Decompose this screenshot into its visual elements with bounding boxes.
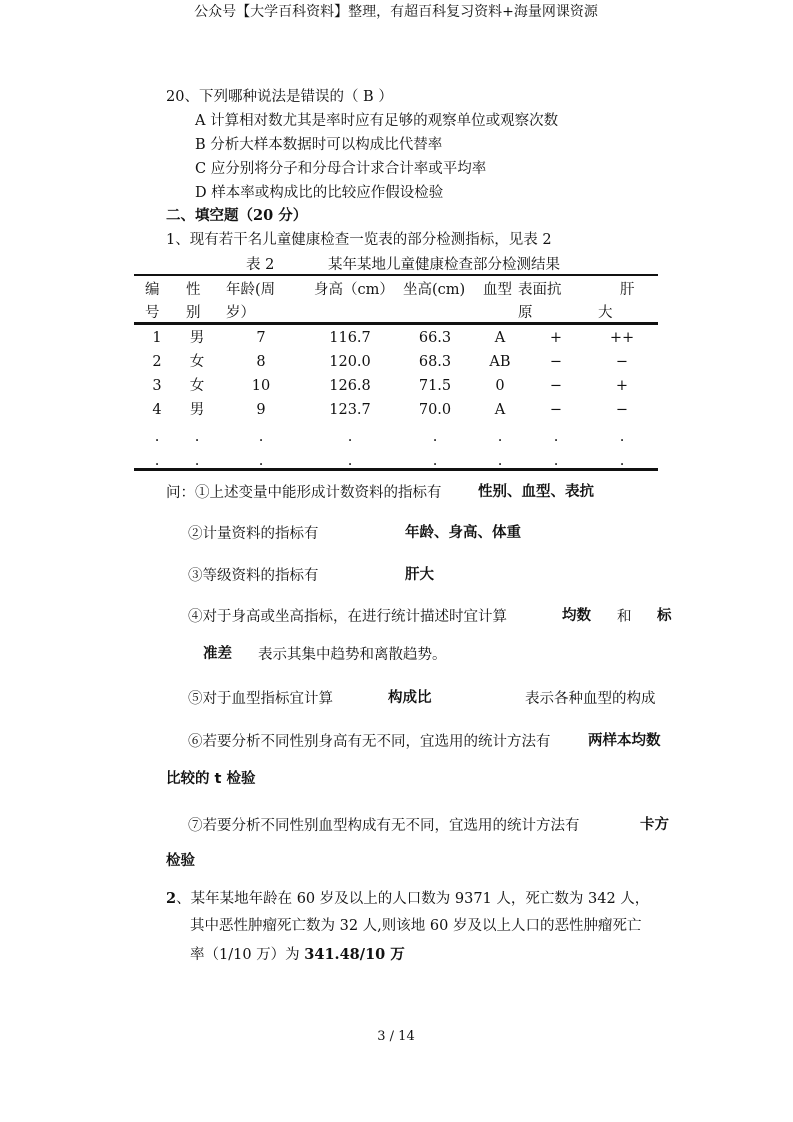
- table-cell: 120.0: [329, 354, 371, 370]
- table-cell: A: [494, 402, 506, 418]
- table-cell: 男: [189, 330, 205, 346]
- answer: 年龄、身高、体重: [405, 525, 521, 541]
- table-cell: .: [347, 453, 353, 469]
- table-cell: ++: [609, 330, 635, 346]
- question-text: ③等级资料的指标有: [188, 568, 319, 584]
- table-cell: 8: [256, 354, 266, 370]
- page-number: 3 / 14: [377, 1029, 415, 1044]
- table-cell: .: [258, 429, 264, 445]
- table-cell: 123.7: [329, 402, 371, 418]
- question-2: [166, 890, 649, 908]
- table-cell: 女: [189, 378, 205, 394]
- table-cell: 10: [251, 378, 271, 394]
- table-header: 大: [598, 305, 613, 321]
- table-caption: 某年某地儿童健康检查部分检测结果: [328, 257, 560, 273]
- table-cell: −: [615, 354, 629, 370]
- question-text: 问：①上述变量中能形成计数资料的指标有: [166, 485, 442, 501]
- table-header: 表面抗: [518, 282, 562, 298]
- question-text: ⑥若要分析不同性别身高有无不同，宜选用的统计方法有: [188, 734, 551, 750]
- table-cell: .: [553, 429, 559, 445]
- table-cell: 0: [495, 378, 505, 394]
- table-cell: .: [258, 453, 264, 469]
- table-cell: 男: [189, 402, 205, 418]
- answer: 性别、血型、表抗: [478, 484, 594, 500]
- table-cell: 9: [256, 402, 266, 418]
- question-text: ②计量资料的指标有: [188, 526, 319, 542]
- table-cell: .: [553, 453, 559, 469]
- table-cell: 116.7: [329, 330, 371, 346]
- table-header: 坐高(cm): [403, 282, 466, 298]
- q2-line-3: [190, 946, 405, 964]
- table-cell: .: [347, 429, 353, 445]
- question-text: ④对于身高或坐高指标，在进行统计描述时宜计算: [188, 609, 507, 625]
- table-number: 表 2: [246, 257, 275, 273]
- table-top-rule: [134, 274, 658, 276]
- question-text: 表示各种血型的构成: [525, 691, 656, 707]
- option-d: D 样本率或构成比的比较应作假设检验: [195, 185, 444, 201]
- table-cell: 女: [189, 354, 205, 370]
- answer: 准差: [203, 646, 232, 662]
- table-cell: 1: [152, 330, 162, 346]
- answer: 肝大: [405, 567, 434, 583]
- table-cell: 66.3: [418, 330, 452, 346]
- table-header: 身高（cm）: [314, 282, 394, 298]
- table-header: 编: [145, 282, 160, 298]
- table-cell: −: [615, 402, 629, 418]
- q2-number: 2: [166, 890, 177, 907]
- table-cell: −: [549, 402, 563, 418]
- table-header-rule: [134, 322, 658, 325]
- answer: 卡方: [640, 817, 669, 833]
- table-cell: .: [497, 453, 503, 469]
- table-cell: +: [615, 378, 629, 394]
- question-text: 和: [617, 609, 632, 625]
- table-header: 号: [145, 305, 160, 321]
- table-header: 血型: [483, 282, 512, 298]
- table-header: 别: [186, 305, 201, 321]
- option-c: C 应分别将分子和分母合计求合计率或平均率: [195, 161, 487, 177]
- table-cell: AB: [489, 354, 511, 370]
- table-cell: 68.3: [418, 354, 452, 370]
- table-cell: 7: [256, 330, 266, 346]
- table-cell: A: [494, 330, 506, 346]
- option-a: A 计算相对数尤其是率时应有足够的观察单位或观察次数: [195, 113, 559, 129]
- q2-line: 率（1/10 万）为: [190, 947, 305, 963]
- table-cell: .: [432, 453, 438, 469]
- table-header: 原: [518, 305, 533, 321]
- table-cell: +: [549, 330, 563, 346]
- question-20: 20、下列哪种说法是错误的（ B ）: [166, 89, 393, 105]
- option-b: B 分析大样本数据时可以构成比代替率: [195, 137, 443, 153]
- table-cell: 70.0: [418, 402, 452, 418]
- answer: 构成比: [388, 690, 432, 706]
- table-cell: −: [549, 378, 563, 394]
- table-cell: .: [619, 453, 625, 469]
- table-cell: .: [432, 429, 438, 445]
- table-cell: .: [154, 429, 160, 445]
- table-cell: .: [154, 453, 160, 469]
- q2-answer: 341.48/10 万: [304, 946, 405, 963]
- table-cell: 2: [152, 354, 162, 370]
- table-cell: 71.5: [418, 378, 452, 394]
- section-title: 二、填空题（20 分）: [166, 207, 308, 224]
- table-cell: .: [194, 453, 200, 469]
- question-text: 表示其集中趋势和离散趋势。: [258, 647, 447, 663]
- table-cell: 3: [152, 378, 162, 394]
- answer: 两样本均数: [588, 733, 661, 749]
- table-header: 年龄(周: [226, 282, 276, 298]
- q2-line-2: 其中恶性肿瘤死亡数为 32 人,则该地 60 岁及以上人口的恶性肿瘤死亡: [190, 918, 642, 934]
- question-text: ⑤对于血型指标宜计算: [188, 691, 333, 707]
- table-cell: 126.8: [329, 378, 371, 394]
- table-header: 岁）: [226, 305, 255, 321]
- table-cell: −: [549, 354, 563, 370]
- question-1: 1、现有若干名儿童健康检查一览表的部分检测指标，见表 2: [166, 232, 552, 248]
- q2-line: 、某年某地年龄在 60 岁及以上的人口数为 9371 人，死亡数为 342 人，: [176, 891, 650, 907]
- page-header: 公众号【大学百科资料】整理，有超百科复习资料+海量网课资源: [194, 4, 598, 20]
- table-cell: 4: [152, 402, 162, 418]
- answer: 检验: [166, 853, 195, 869]
- table-bottom-rule: [134, 468, 658, 471]
- table-cell: .: [497, 429, 503, 445]
- answer: 均数: [562, 608, 591, 624]
- table-cell: .: [194, 429, 200, 445]
- answer: 标: [657, 608, 672, 624]
- table-header: 肝: [620, 282, 635, 298]
- question-text: ⑦若要分析不同性别血型构成有无不同，宜选用的统计方法有: [188, 818, 580, 834]
- table-cell: .: [619, 429, 625, 445]
- table-header: 性: [186, 282, 201, 298]
- answer: 比较的 t 检验: [166, 771, 256, 787]
